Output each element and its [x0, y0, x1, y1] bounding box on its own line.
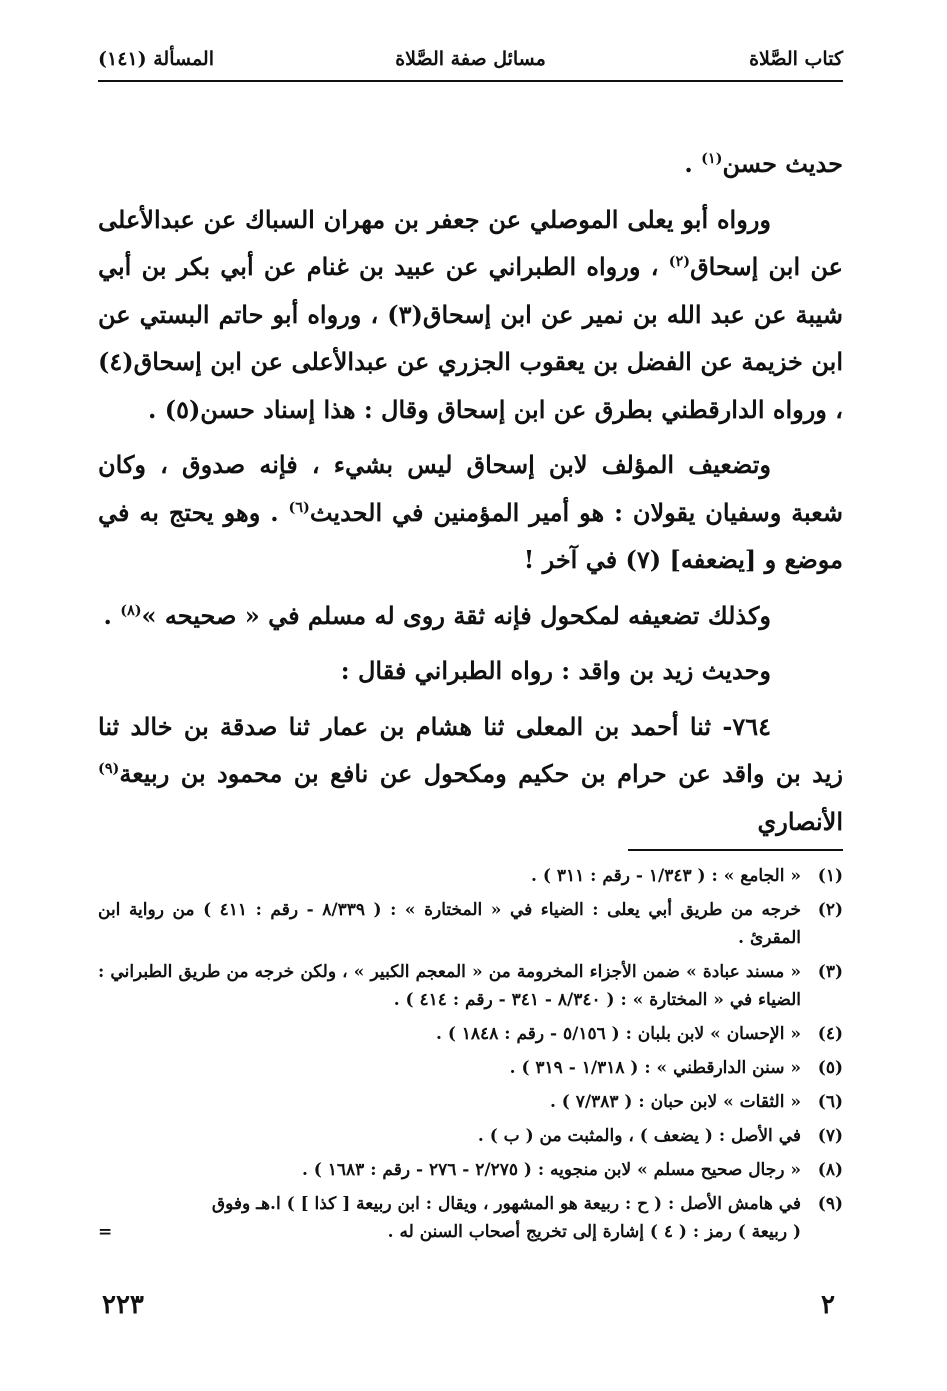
issue-number: المسألة (١٤١) [98, 48, 214, 70]
footnote [98, 958, 843, 1014]
footnotes [98, 862, 843, 1252]
footnote [98, 1122, 843, 1150]
book-title: كتاب الصَّلاة [749, 48, 843, 70]
footnote [98, 1020, 843, 1048]
footnote-text: « الثقات » لابن حبان : ( ٧/٣٨٣ ) . [549, 1092, 801, 1112]
footnote-number: (٨) [817, 1160, 843, 1180]
footnote-text: « الإحسان » لابن بلبان : ( ٥/١٥٦ - رقم : ١٨٤٨ ) . [435, 1024, 801, 1044]
paragraph: وكذلك تضعيفه لمكحول فإنه ثقة روى له مسلم في « صحيحه »$^{(٨)}$ . [103, 600, 771, 630]
paragraph: حديث حسن$^{(١)}$ . [684, 149, 843, 178]
paragraph: وتضعيف المؤلف لابن إسحاق ليس بشيء ، فإنه صدوق ، وكان شعبة وسفيان يقولان : هو أمير المؤمنين في الحديث$^{(٦)}$ . وهو يحتج به في موضع و [يضعفه] (٧) في آخر ! [98, 450, 843, 574]
continuation-mark: = [98, 1222, 113, 1242]
footnote-number: (٩) [817, 1194, 843, 1214]
footnote [98, 1156, 843, 1184]
footnote-number: (١) [817, 866, 843, 886]
footnote [98, 1054, 843, 1082]
footnote-text: « مسند عبادة » ضمن الأجزاء المخرومة من « المعجم الكبير » ، ولكن خرجه من طريق الطبراني : الضياء في « المختارة » : ( ٨/٣٤٠ - ٣٤١ - رقم : ٤١٤ ) . [98, 962, 801, 1010]
running-header [98, 40, 843, 82]
footnote [98, 1190, 843, 1246]
footnote-text: في هامش الأصل : ( ح : ربيعة هو المشهور ، ويقال : ابن ربيعة [ كذا ] ) ا.هـ وفوق [211, 1194, 801, 1214]
footnote-number: (٦) [817, 1092, 843, 1112]
main-text [98, 140, 843, 853]
footnote-text: خرجه من طريق أبي يعلى : الضياء في « المختارة » : ( ٨/٣٣٩ - رقم : ٤١١ ) من رواية ابن المقرئ . [98, 900, 802, 948]
footnote-number: (٥) [817, 1058, 843, 1078]
footnote [98, 862, 843, 890]
footnote-text: « الجامع » : ( ١/٣٤٣ - رقم : ٣١١ ) . [531, 866, 801, 886]
paragraph: وحديث زيد بن واقد : رواه الطبراني فقال : [340, 656, 771, 685]
footnote-ref: (٨) [120, 601, 142, 619]
hadith-paragraph: ٧٦٤- ثنا أحمد بن المعلى ثنا هشام بن عمار ثنا صدقة بن خالد ثنا زيد بن واقد عن حرام بن حكيم ومكحول عن نافع بن محمود بن ربيعة$^{(٩)}$ الأنصاري [98, 711, 843, 836]
footnote-number: (٤) [817, 1024, 843, 1044]
footnote-text: « سنن الدارقطني » : ( ١/٣١٨ - ٣١٩ ) . [509, 1058, 801, 1078]
book-page [98, 40, 843, 1340]
footnote-ref: (١) [701, 150, 723, 167]
footnote-number: (٢) [817, 900, 843, 920]
footnote-text: « رجال صحيح مسلم » لابن منجويه : ( ٢/٢٧٥ - ٢٧٦ - رقم : ١٦٨٣ ) . [301, 1160, 801, 1180]
footnote-separator [628, 849, 843, 851]
volume-number: ٢ [821, 1290, 835, 1320]
footnote-number: (٧) [817, 1126, 843, 1146]
footnote [98, 896, 843, 952]
footnote-text: في الأصل : ( يضعف ) ، والمثبت من ( ب ) . [477, 1126, 801, 1146]
footnote-number: (٣) [817, 962, 843, 982]
paragraph: ورواه أبو يعلى الموصلي عن جعفر بن مهران السباك عن عبدالأعلى عن ابن إسحاق$^{(٢)}$ ، ورواه الطبراني عن عبيد بن غنام عن أبي بكر بن أبي شيبة عن عبد الله بن نمير عن ابن إسحاق(٣) ، ورواه أبو حاتم البستي عن ابن خزيمة عن الفضل بن يعقوب الجزري عن عبدالأعلى عن ابن إسحاق(٤) ، ورواه الدارقطني بطرق عن ابن إسحاق وقال : هذا إسناد حسن(٥) . [98, 204, 843, 424]
footnote-ref: (٦) [288, 498, 310, 516]
footnote-continuation: ( ربيعة ) رمز : ( ٤ ) إشارة إلى تخريج أصحاب السنن له . = [98, 1218, 801, 1246]
page-footer [98, 1290, 843, 1330]
footnote-ref: (٩) [98, 760, 120, 777]
footnote [98, 1088, 843, 1116]
section-title: مسائل صفة الصَّلاة [395, 48, 546, 70]
footnote-ref: (٢) [668, 253, 691, 270]
page-number: ٢٢٣ [102, 1290, 144, 1320]
